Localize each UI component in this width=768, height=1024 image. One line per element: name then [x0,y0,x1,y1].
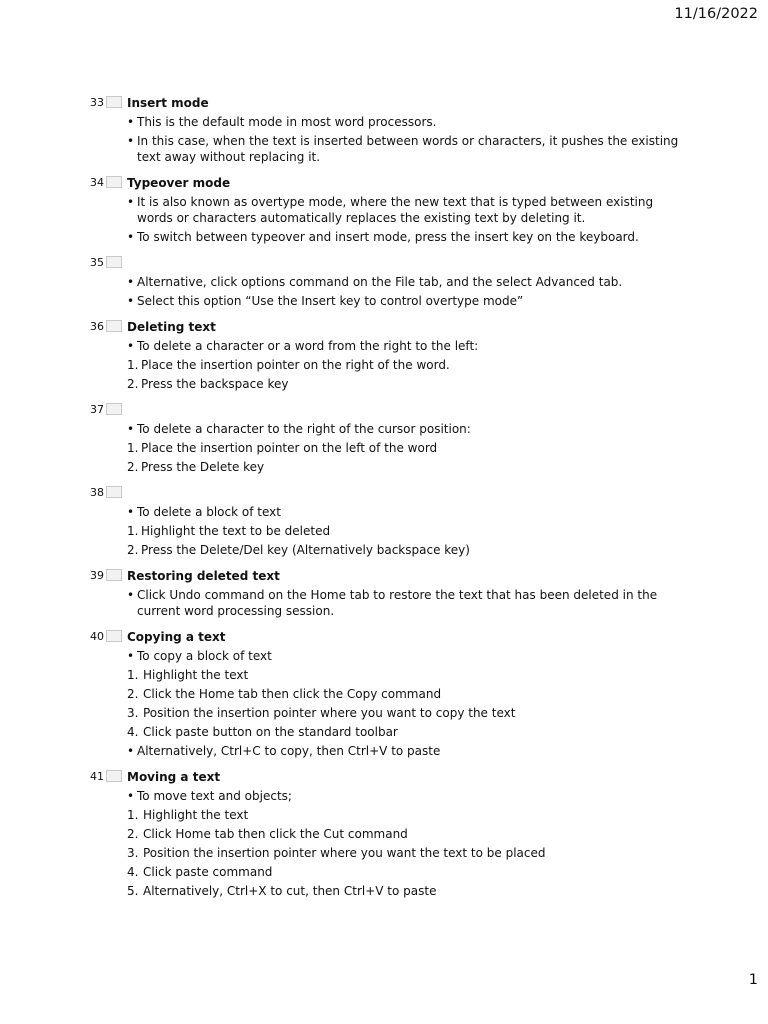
slide-outline-body [127,769,688,902]
slide-entry [88,629,688,762]
item-text: Click Undo command on the Home tab to restore the text that has been deleted in the current word processing session. [137,588,658,618]
item-text: Alternative, click options command on the File tab, and the select Advanced tab. [137,275,623,289]
list-number: 2. [127,827,139,841]
bullet-marker: • [127,339,135,353]
item-text: This is the default mode in most word processors. [137,115,437,129]
numbered-item [127,705,688,721]
slide-title [127,255,688,271]
bullet-marker: • [127,789,135,803]
slide-entry [88,568,688,622]
slide-outline-list [88,95,688,909]
bullet-item [127,648,688,664]
slide-number: 41 [90,770,104,783]
item-text: Press the Delete key [141,460,265,474]
slide-title: Restoring deleted text [127,569,280,583]
slide-outline-body [127,629,688,762]
slide-number: 37 [90,403,104,416]
item-text: To copy a block of text [137,649,272,663]
item-text: Highlight the text [143,668,249,682]
item-text: Highlight the text [143,808,249,822]
numbered-item [127,523,688,539]
slide-title: Insert mode [127,96,209,110]
item-text: To switch between typeover and insert mode, press the insert key on the keyboard. [137,230,639,244]
list-number: 2. [127,377,139,391]
slide-number: 34 [90,176,104,189]
print-date: 11/16/2022 [674,6,758,22]
numbered-item [127,807,688,823]
numbered-item [127,440,688,456]
slide-thumbnail-icon [106,176,122,188]
slide-thumbnail-icon [106,96,122,108]
bullet-marker: • [127,294,135,308]
bullet-marker: • [127,649,135,663]
bullet-item [127,338,688,354]
slide-thumbnail-icon [106,770,122,782]
item-text: To delete a character or a word from the right to the left: [137,339,479,353]
item-text: Click paste command [143,865,273,879]
item-text: Alternatively, Ctrl+C to copy, then Ctrl+V to paste [137,744,441,758]
bullet-item [127,114,688,130]
list-number: 4. [127,865,139,879]
slide-thumbnail-icon [106,486,122,498]
bullet-marker: • [127,588,135,602]
item-text: Click paste button on the standard toolbar [143,725,398,739]
item-text: To delete a character to the right of the cursor position: [137,422,471,436]
slide-entry [88,402,688,478]
numbered-item [127,883,688,899]
slide-title [127,485,688,501]
item-text: In this case, when the text is inserted between words or characters, it pushes the existing text away without replacing it. [137,134,679,164]
item-text: Position the insertion pointer where you want to copy the text [143,706,516,720]
bullet-item [127,587,688,619]
slide-outline-body [127,485,688,561]
numbered-item [127,845,688,861]
item-text: Click Home tab then click the Cut command [143,827,408,841]
slide-entry [88,769,688,902]
slide-thumbnail-icon [106,403,122,415]
slide-thumbnail-icon [106,630,122,642]
bullet-marker: • [127,115,135,129]
bullet-item [127,421,688,437]
slide-entry [88,175,688,248]
bullet-item [127,504,688,520]
bullet-marker: • [127,230,135,244]
bullet-item [127,194,688,226]
bullet-marker: • [127,134,135,148]
slide-outline-body [127,255,688,312]
slide-outline-body [127,319,688,395]
slide-number: 33 [90,96,104,109]
slide-thumbnail-icon [106,569,122,581]
bullet-item [127,229,688,245]
item-text: Highlight the text to be deleted [141,524,331,538]
slide-title: Typeover mode [127,176,231,190]
list-number: 1. [127,808,139,822]
slide-title: Copying a text [127,630,226,644]
list-number: 1. [127,524,139,538]
bullet-item [127,293,688,309]
numbered-item [127,686,688,702]
item-text: It is also known as overtype mode, where the new text that is typed between existing words or characters automatically replaces the existing text by deleting it. [137,195,654,225]
bullet-marker: • [127,505,135,519]
slide-number: 38 [90,486,104,499]
list-number: 4. [127,725,139,739]
numbered-item [127,459,688,475]
numbered-item [127,357,688,373]
slide-entry [88,255,688,312]
bullet-marker: • [127,275,135,289]
slide-title: Deleting text [127,320,216,334]
list-number: 3. [127,846,139,860]
list-number: 5. [127,884,139,898]
list-number: 2. [127,543,139,557]
slide-thumbnail-icon [106,320,122,332]
item-text: Position the insertion pointer where you want the text to be placed [143,846,546,860]
slide-entry [88,319,688,395]
bullet-marker: • [127,744,135,758]
item-text: To move text and objects; [137,789,292,803]
slide-outline-body [127,402,688,478]
bullet-item [127,274,688,290]
item-text: Place the insertion pointer on the left of the word [141,441,438,455]
numbered-item [127,542,688,558]
slide-entry [88,485,688,561]
slide-outline-body [127,95,688,168]
item-text: Place the insertion pointer on the right of the word. [141,358,450,372]
list-number: 1. [127,668,139,682]
list-number: 1. [127,358,139,372]
slide-entry [88,95,688,168]
slide-outline-body [127,568,688,622]
bullet-marker: • [127,422,135,436]
list-number: 1. [127,441,139,455]
slide-thumbnail-icon [106,256,122,268]
numbered-item [127,724,688,740]
slide-outline-body [127,175,688,248]
numbered-item [127,376,688,392]
bullet-marker: • [127,195,135,209]
slide-title [127,402,688,418]
list-number: 3. [127,706,139,720]
slide-number: 39 [90,569,104,582]
item-text: Press the Delete/Del key (Alternatively backspace key) [141,543,470,557]
slide-number: 35 [90,256,104,269]
slide-number: 40 [90,630,104,643]
numbered-item [127,826,688,842]
list-number: 2. [127,687,139,701]
bullet-item [127,788,688,804]
page-number: 1 [748,972,758,988]
bullet-item [127,743,688,759]
item-text: To delete a block of text [137,505,281,519]
item-text: Alternatively, Ctrl+X to cut, then Ctrl+V to paste [143,884,437,898]
slide-number: 36 [90,320,104,333]
bullet-item [127,133,688,165]
list-number: 2. [127,460,139,474]
numbered-item [127,667,688,683]
item-text: Select this option “Use the Insert key to control overtype mode” [137,294,524,308]
slide-title: Moving a text [127,770,221,784]
numbered-item [127,864,688,880]
item-text: Click the Home tab then click the Copy command [143,687,442,701]
item-text: Press the backspace key [141,377,289,391]
